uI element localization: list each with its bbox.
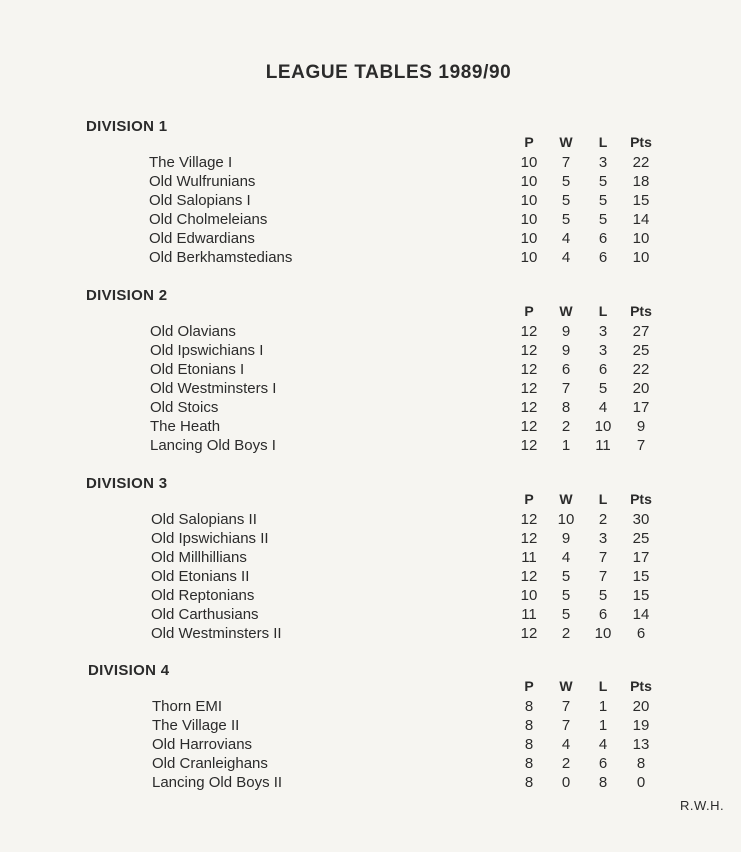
table-row: [0, 230, 741, 249]
division-title: DIVISION 4: [88, 662, 170, 679]
points: 15: [632, 568, 650, 585]
table-row: [0, 698, 741, 717]
lost: 4: [598, 399, 608, 416]
table-row: [0, 342, 741, 361]
header-won: W: [559, 134, 573, 150]
played: 12: [520, 530, 538, 547]
played: 10: [520, 587, 538, 604]
table-row: [0, 625, 741, 644]
points: 15: [632, 192, 650, 209]
table-row: [0, 568, 741, 587]
points: 10: [632, 230, 650, 247]
lost: 3: [598, 342, 608, 359]
points: 20: [632, 698, 650, 715]
lost: 7: [598, 568, 608, 585]
lost: 6: [598, 249, 608, 266]
played: 12: [520, 399, 538, 416]
header-won: W: [559, 678, 573, 694]
won: 2: [561, 625, 571, 642]
points: 14: [632, 211, 650, 228]
team-name: Old Millhillians: [151, 549, 247, 566]
played: 12: [520, 568, 538, 585]
won: 5: [561, 587, 571, 604]
team-name: Old Stoics: [150, 399, 219, 416]
points: 22: [632, 361, 650, 378]
lost: 3: [598, 530, 608, 547]
played: 12: [520, 418, 538, 435]
won: 6: [561, 361, 571, 378]
played: 10: [520, 192, 538, 209]
lost: 6: [598, 755, 608, 772]
team-name: Old Berkhamstedians: [149, 249, 293, 266]
team-name: Old Harrovians: [152, 736, 253, 753]
won: 1: [561, 437, 571, 454]
team-name: Old Ipswichians I: [150, 342, 264, 359]
points: 15: [632, 587, 650, 604]
team-name: Lancing Old Boys I: [150, 437, 276, 454]
division-title: DIVISION 3: [86, 475, 168, 492]
points: 0: [636, 774, 646, 791]
table-row: [0, 437, 741, 456]
table-row: [0, 774, 741, 793]
played: 11: [521, 606, 537, 623]
team-name: Old Wulfrunians: [149, 173, 256, 190]
lost: 10: [594, 625, 612, 642]
played: 8: [524, 755, 534, 772]
lost: 6: [598, 606, 608, 623]
team-name: The Heath: [150, 418, 221, 435]
won: 7: [561, 154, 571, 171]
lost: 6: [598, 361, 608, 378]
team-name: Lancing Old Boys II: [152, 774, 283, 791]
header-played: P: [524, 491, 534, 507]
team-name: Old Ipswichians II: [151, 530, 269, 547]
table-row: [0, 399, 741, 418]
lost: 6: [598, 230, 608, 247]
table-row: [0, 192, 741, 211]
header-points: Pts: [630, 678, 652, 694]
played: 8: [524, 717, 534, 734]
table-row: [0, 380, 741, 399]
won: 0: [561, 774, 571, 791]
division-title: DIVISION 1: [86, 118, 168, 135]
table-row: [0, 587, 741, 606]
points: 13: [632, 736, 650, 753]
won: 9: [561, 323, 571, 340]
played: 12: [520, 380, 538, 397]
lost: 5: [598, 380, 608, 397]
won: 10: [557, 511, 575, 528]
table-row: [0, 211, 741, 230]
points: 18: [632, 173, 650, 190]
won: 5: [561, 173, 571, 190]
won: 7: [561, 698, 571, 715]
lost: 10: [594, 418, 612, 435]
header-points: Pts: [630, 303, 652, 319]
team-name: The Village I: [149, 154, 233, 171]
team-name: Old Westminsters I: [150, 380, 277, 397]
won: 4: [561, 736, 571, 753]
played: 8: [524, 698, 534, 715]
header-lost: L: [598, 134, 608, 150]
table-row: [0, 755, 741, 774]
points: 8: [636, 755, 646, 772]
header-played: P: [524, 678, 534, 694]
header-won: W: [559, 303, 573, 319]
lost: 2: [598, 511, 608, 528]
lost: 11: [595, 437, 611, 454]
played: 12: [520, 361, 538, 378]
played: 8: [524, 774, 534, 791]
header-played: P: [524, 134, 534, 150]
played: 10: [520, 211, 538, 228]
lost: 1: [598, 698, 608, 715]
won: 2: [561, 418, 571, 435]
team-name: Old Olavians: [150, 323, 236, 340]
lost: 5: [598, 192, 608, 209]
table-row: [0, 249, 741, 268]
team-name: Old Cranleighans: [152, 755, 268, 772]
team-name: Old Salopians I: [149, 192, 251, 209]
won: 9: [561, 530, 571, 547]
table-row: [0, 511, 741, 530]
played: 12: [520, 511, 538, 528]
header-won: W: [559, 491, 573, 507]
division-title: DIVISION 2: [86, 287, 168, 304]
points: 25: [632, 342, 650, 359]
won: 4: [561, 549, 571, 566]
points: 9: [636, 418, 646, 435]
header-lost: L: [598, 303, 608, 319]
lost: 3: [598, 323, 608, 340]
team-name: Old Carthusians: [151, 606, 259, 623]
lost: 5: [598, 211, 608, 228]
won: 9: [561, 342, 571, 359]
played: 10: [520, 249, 538, 266]
points: 10: [632, 249, 650, 266]
played: 12: [520, 323, 538, 340]
lost: 1: [598, 717, 608, 734]
table-row: [0, 736, 741, 755]
team-name: Thorn EMI: [152, 698, 223, 715]
lost: 8: [598, 774, 608, 791]
table-row: [0, 154, 741, 173]
table-row: [0, 361, 741, 380]
lost: 5: [598, 173, 608, 190]
won: 5: [561, 192, 571, 209]
table-row: [0, 606, 741, 625]
won: 7: [561, 717, 571, 734]
header-lost: L: [598, 678, 608, 694]
played: 12: [520, 342, 538, 359]
team-name: Old Westminsters II: [151, 625, 282, 642]
header-played: P: [524, 303, 534, 319]
team-name: Old Etonians I: [150, 361, 245, 378]
played: 10: [520, 230, 538, 247]
won: 2: [561, 755, 571, 772]
team-name: Old Reptonians: [151, 587, 255, 604]
won: 5: [561, 211, 571, 228]
page-title: LEAGUE TABLES 1989/90: [265, 62, 512, 83]
table-row: [0, 717, 741, 736]
team-name: The Village II: [152, 717, 240, 734]
signature-initials: R.W.H.: [680, 798, 725, 813]
table-row: [0, 418, 741, 437]
won: 4: [561, 249, 571, 266]
points: 7: [636, 437, 646, 454]
table-row: [0, 549, 741, 568]
points: 20: [632, 380, 650, 397]
points: 14: [632, 606, 650, 623]
played: 12: [520, 625, 538, 642]
won: 5: [561, 606, 571, 623]
lost: 3: [598, 154, 608, 171]
played: 10: [520, 173, 538, 190]
points: 22: [632, 154, 650, 171]
points: 27: [632, 323, 650, 340]
points: 19: [632, 717, 650, 734]
played: 10: [520, 154, 538, 171]
team-name: Old Salopians II: [151, 511, 257, 528]
won: 8: [561, 399, 571, 416]
played: 11: [521, 549, 537, 566]
team-name: Old Etonians II: [151, 568, 250, 585]
lost: 5: [598, 587, 608, 604]
lost: 4: [598, 736, 608, 753]
points: 30: [632, 511, 650, 528]
won: 5: [561, 568, 571, 585]
points: 17: [632, 399, 650, 416]
table-row: [0, 173, 741, 192]
team-name: Old Edwardians: [149, 230, 255, 247]
won: 4: [561, 230, 571, 247]
header-lost: L: [598, 491, 608, 507]
played: 12: [520, 437, 538, 454]
won: 7: [561, 380, 571, 397]
points: 6: [636, 625, 646, 642]
header-points: Pts: [630, 134, 652, 150]
points: 25: [632, 530, 650, 547]
team-name: Old Cholmeleians: [149, 211, 268, 228]
played: 8: [524, 736, 534, 753]
points: 17: [632, 549, 650, 566]
header-points: Pts: [630, 491, 652, 507]
table-row: [0, 530, 741, 549]
lost: 7: [598, 549, 608, 566]
table-row: [0, 323, 741, 342]
